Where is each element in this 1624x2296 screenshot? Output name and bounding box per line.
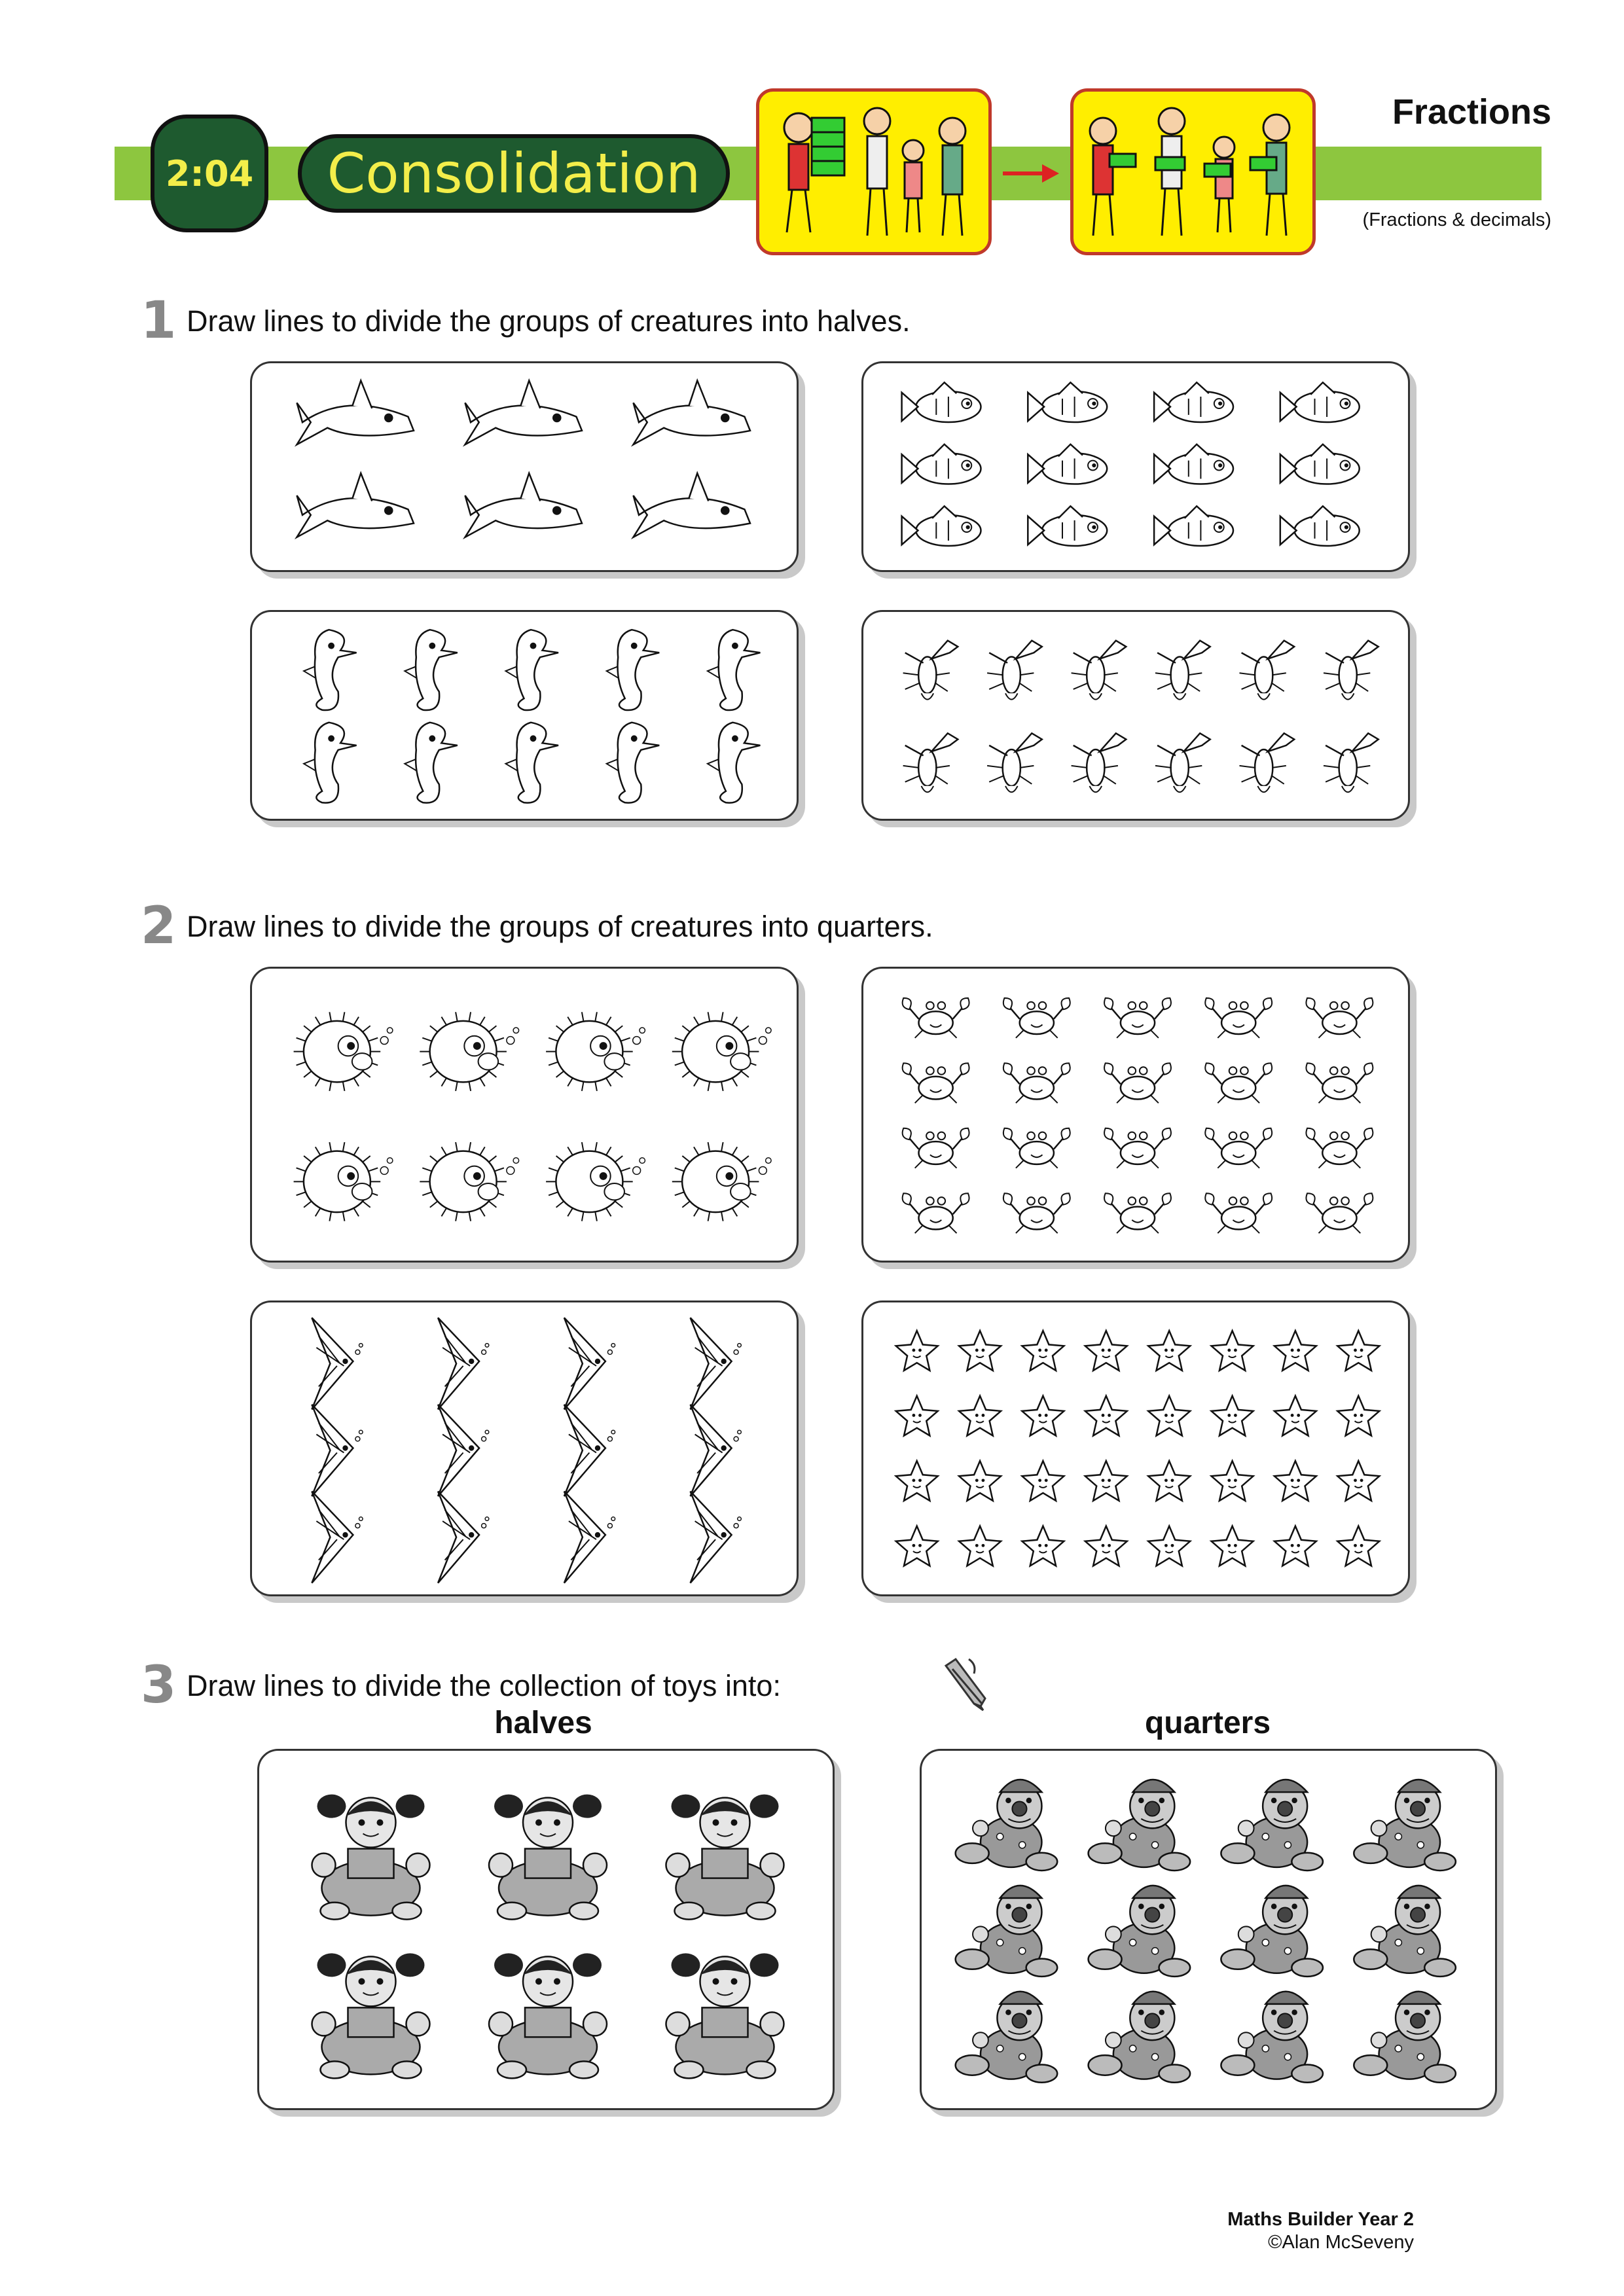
pufferfish-icon — [672, 1142, 771, 1221]
clown-icon — [1089, 1780, 1191, 1871]
clown-icon — [1221, 1992, 1323, 2083]
question-number: 1 — [141, 291, 177, 350]
starfish-icon — [959, 1331, 1001, 1371]
starfish-icon — [1085, 1396, 1127, 1436]
seahorse-group — [252, 612, 801, 823]
starfish-icon — [1274, 1331, 1316, 1371]
crab-icon — [1205, 998, 1272, 1038]
clown-icon — [1221, 1886, 1323, 1977]
lobster-icon — [1072, 641, 1127, 700]
starfish-icon — [1022, 1396, 1064, 1436]
clown-group-box[interactable] — [920, 1749, 1497, 2110]
starfish-icon — [1212, 1461, 1254, 1501]
lobster-icon — [1324, 641, 1379, 700]
angelfish-icon — [312, 1318, 363, 1409]
fish-icon — [1280, 506, 1360, 546]
question-text: Draw lines to divide the groups of creatures into quarters. — [187, 910, 933, 943]
crab-icon — [1003, 1063, 1070, 1103]
lobster-icon — [1324, 733, 1379, 792]
kids-sharing-boxes-after-illustration — [1070, 88, 1316, 255]
pufferfish-icon — [420, 1142, 518, 1221]
crab-icon — [903, 998, 969, 1038]
lobster-group — [863, 612, 1412, 823]
clown-icon — [956, 1780, 1058, 1871]
clown-icon — [1221, 1780, 1323, 1871]
fish-icon — [1154, 382, 1233, 422]
lesson-code-badge: 2:04 — [151, 115, 268, 232]
fish-icon — [1028, 506, 1107, 546]
crab-icon — [903, 1063, 969, 1103]
starfish-icon — [896, 1396, 938, 1436]
fish-icon — [1280, 444, 1360, 484]
seahorse-icon — [708, 630, 761, 710]
starfish-icon — [896, 1526, 938, 1566]
lobster-group-box[interactable] — [861, 610, 1410, 821]
seahorse-icon — [607, 723, 660, 803]
pufferfish-group-box[interactable] — [250, 967, 799, 1263]
pufferfish-group — [252, 969, 801, 1265]
starfish-icon — [1148, 1396, 1190, 1436]
crab-icon — [1205, 1128, 1272, 1168]
shark-icon — [297, 380, 414, 444]
lesson-title: Consolidation — [298, 134, 730, 213]
doll-icon — [489, 1953, 607, 2078]
kids-sharing-boxes-before-illustration — [756, 88, 992, 255]
starfish-icon — [896, 1461, 938, 1501]
lobster-icon — [903, 733, 958, 792]
question-number: 3 — [141, 1656, 177, 1715]
angelfish-icon — [564, 1492, 615, 1583]
angelfish-group-box[interactable] — [250, 1300, 799, 1596]
fish-group — [863, 363, 1412, 574]
pencil-icon — [936, 1653, 995, 1712]
angelfish-icon — [691, 1405, 742, 1496]
fish-icon — [1154, 506, 1233, 546]
angelfish-group — [252, 1302, 801, 1598]
pufferfish-icon — [672, 1012, 771, 1091]
crab-icon — [1003, 1193, 1070, 1233]
starfish-icon — [1212, 1396, 1254, 1436]
crab-icon — [903, 1193, 969, 1233]
arrow-right-icon — [1001, 160, 1060, 187]
lobster-icon — [1155, 641, 1210, 700]
crab-group — [863, 969, 1412, 1265]
clown-icon — [1089, 1992, 1191, 2083]
starfish-icon — [959, 1396, 1001, 1436]
starfish-icon — [1337, 1526, 1379, 1566]
shark-icon — [634, 473, 751, 537]
crab-icon — [1306, 1193, 1373, 1233]
lobster-icon — [1240, 641, 1295, 700]
angelfish-icon — [438, 1492, 489, 1583]
shark-icon — [634, 380, 751, 444]
starfish-icon — [959, 1526, 1001, 1566]
doll-group-box[interactable] — [257, 1749, 835, 2110]
question-text: Draw lines to divide the groups of creatures into halves. — [187, 304, 911, 338]
crab-group-box[interactable] — [861, 967, 1410, 1263]
seahorse-icon — [304, 723, 356, 803]
seahorse-icon — [405, 723, 458, 803]
crab-icon — [1104, 1063, 1171, 1103]
angelfish-icon — [312, 1405, 363, 1496]
lobster-icon — [1072, 733, 1127, 792]
seahorse-icon — [405, 630, 458, 710]
clown-icon — [956, 1992, 1058, 2083]
angelfish-icon — [564, 1318, 615, 1409]
fish-icon — [902, 382, 981, 422]
fish-icon — [1280, 382, 1360, 422]
starfish-icon — [1337, 1461, 1379, 1501]
starfish-icon — [1148, 1461, 1190, 1501]
angelfish-icon — [564, 1405, 615, 1496]
starfish-icon — [1022, 1461, 1064, 1501]
seahorse-group-box[interactable] — [250, 610, 799, 821]
doll-icon — [666, 1795, 784, 1920]
clown-icon — [1354, 1886, 1456, 1977]
pufferfish-icon — [546, 1012, 645, 1091]
fish-icon — [902, 506, 981, 546]
seahorse-icon — [607, 630, 660, 710]
shark-icon — [465, 473, 583, 537]
lobster-icon — [1240, 733, 1295, 792]
starfish-icon — [1274, 1461, 1316, 1501]
angelfish-icon — [312, 1492, 363, 1583]
starfish-icon — [1337, 1331, 1379, 1371]
crab-icon — [903, 1128, 969, 1168]
crab-icon — [1003, 1128, 1070, 1168]
angelfish-icon — [691, 1318, 742, 1409]
seahorse-icon — [708, 723, 761, 803]
clown-icon — [956, 1886, 1058, 1977]
crab-icon — [1104, 998, 1171, 1038]
starfish-icon — [1274, 1526, 1316, 1566]
halves-heading: halves — [494, 1706, 592, 1740]
seahorse-icon — [506, 630, 559, 710]
pufferfish-icon — [546, 1142, 645, 1221]
book-title: Maths Builder Year 2 — [1227, 2209, 1414, 2230]
angelfish-icon — [438, 1405, 489, 1496]
starfish-icon — [1085, 1461, 1127, 1501]
seahorse-icon — [506, 723, 559, 803]
starfish-icon — [1274, 1396, 1316, 1436]
angelfish-icon — [691, 1492, 742, 1583]
doll-icon — [666, 1953, 784, 2078]
angelfish-icon — [438, 1318, 489, 1409]
doll-icon — [489, 1795, 607, 1920]
starfish-icon — [1212, 1526, 1254, 1566]
seahorse-icon — [304, 630, 356, 710]
starfish-icon — [1212, 1331, 1254, 1371]
clown-icon — [1354, 1992, 1456, 2083]
shark-group-box[interactable] — [250, 361, 799, 572]
topic-subtitle: (Fractions & decimals) — [1362, 209, 1551, 230]
clown-group — [922, 1751, 1499, 2112]
copyright: ©Alan McSeveny — [1268, 2232, 1414, 2253]
lobster-icon — [1155, 733, 1210, 792]
pufferfish-icon — [294, 1142, 393, 1221]
pufferfish-icon — [294, 1012, 393, 1091]
starfish-icon — [1022, 1526, 1064, 1566]
crab-icon — [1306, 998, 1373, 1038]
starfish-icon — [1085, 1331, 1127, 1371]
shark-icon — [297, 473, 414, 537]
crab-icon — [1306, 1063, 1373, 1103]
starfish-icon — [1085, 1526, 1127, 1566]
starfish-icon — [1337, 1396, 1379, 1436]
lobster-icon — [987, 641, 1042, 700]
doll-group — [259, 1751, 837, 2112]
lobster-icon — [987, 733, 1042, 792]
starfish-group-box[interactable] — [861, 1300, 1410, 1596]
lobster-icon — [903, 641, 958, 700]
shark-icon — [465, 380, 583, 444]
crab-icon — [1003, 998, 1070, 1038]
starfish-group — [863, 1302, 1412, 1598]
crab-icon — [1306, 1128, 1373, 1168]
clown-icon — [1089, 1886, 1191, 1977]
starfish-icon — [1148, 1526, 1190, 1566]
question-number: 2 — [141, 897, 177, 956]
fish-icon — [1028, 382, 1107, 422]
starfish-icon — [1022, 1331, 1064, 1371]
fish-icon — [1154, 444, 1233, 484]
crab-icon — [1104, 1193, 1171, 1233]
shark-group — [252, 363, 801, 574]
doll-icon — [312, 1795, 430, 1920]
topic-title: Fractions — [1392, 92, 1551, 132]
question-text: Draw lines to divide the collection of toys into: — [187, 1669, 781, 1702]
starfish-icon — [1148, 1331, 1190, 1371]
crab-icon — [1205, 1063, 1272, 1103]
pufferfish-icon — [420, 1012, 518, 1091]
doll-icon — [312, 1953, 430, 2078]
crab-icon — [1205, 1193, 1272, 1233]
crab-icon — [1104, 1128, 1171, 1168]
clown-icon — [1354, 1780, 1456, 1871]
fish-icon — [1028, 444, 1107, 484]
fish-icon — [902, 444, 981, 484]
starfish-icon — [896, 1331, 938, 1371]
starfish-icon — [959, 1461, 1001, 1501]
quarters-heading: quarters — [1144, 1706, 1271, 1740]
fish-group-box[interactable] — [861, 361, 1410, 572]
